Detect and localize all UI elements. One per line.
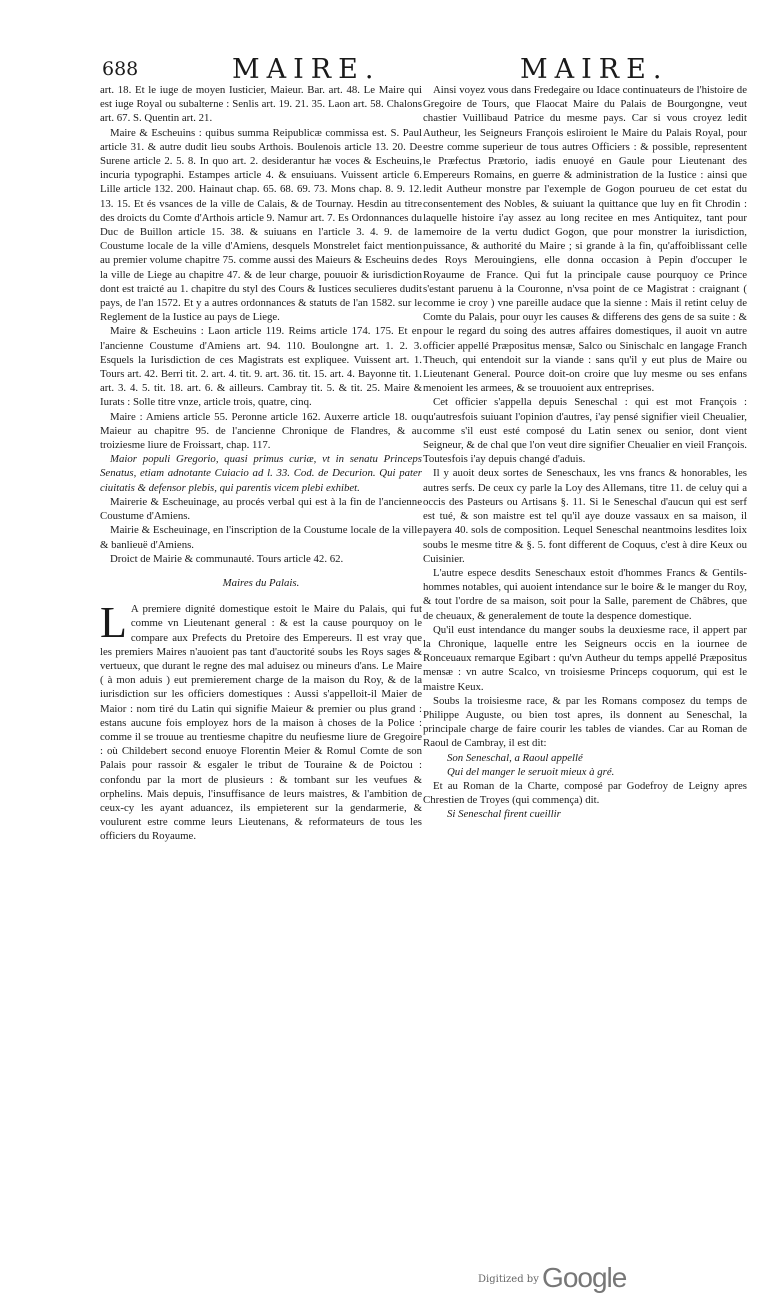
paragraph: Ainsi voyez vous dans Fredegaire ou Idace continuateurs de l'histoire de Gregoire de Tours, que Flaocat Maire du Palais de Bourgongne, veut chastier Vuillibaud Patrice du mesme pays. Car si vous croyez ledit Autheur, les Seigneurs François esliroient le Maire du Palais Royal, pour estre comme superieur de tous autres Officiers : & possible, representent le Præfectus Prætorio, iadis enuoyé en Gaule pour Lieutenant des Empereurs Romains, en guerre & administration de la Iustice : ainsi que ledit Autheur monstre par l'exemple de Gogon pourueu de cet estat du consentement des Nobles, & suiuant la quittance que luy en fit Chrodin : laquelle histoire i'ay assez au long recitee en mes Antiquitez, tant pour memoire de la vertu dudict Gogon, que pour monstrer la iurisdiction, puissance, & authorité du Maire ; si grande à la fin, qu'affoiblissant celle des Roys Merouingiens, elle donna occasion à Pepin d'occuper le Royaume de France. Qui fut la principale cause pourquoy ce Prince s'estant paruenu à la Couronne, n'vsa point de ce Magistrat : craignant ( comme ie croy ) vne pareille audace que la sienne : Mais il retint celuy de Comte du Palais, pour ouyr les causes & differens des gens de sa suite : & pour le regard du soing des autres affaires domestiques, il auoit vn autre officier appellé Præpositus mensæ, Salco ou Sinischalc en langage Franch Theuch, qui entendoit sur la viande : sans qu'il y eut plus de Maire ou Lieutenant General. Pource doit-on croire que luy mesme ou ses enfans menoient les armees, & se trouuoient aux entreprises. (423, 84, 747, 395)
right-column (423, 83, 747, 822)
running-title-right: MAIRE. (520, 54, 669, 85)
paragraph: Mairerie & Escheuinage, au procés verbal qui est à la fin de l'ancienne Coustume d'Amiens. (100, 495, 422, 523)
paragraph: Soubs la troisiesme race, & par les Romans composez du temps de Philippe Auguste, ou bien tost apres, ils donnent au Seneschal, la principale charge de faire courir les tables de viandes. Car au Roman de Raoul de Cambray, il est dit: (423, 694, 747, 750)
verse-line: Son Seneschal, a Raoul appellé (447, 751, 583, 764)
paragraph: Maire & Escheuins : quibus summa Reipublicæ commissa est. S. Paul article 31. & autre dudit lieu soubs Arthois. Boulenois article 13. 20. De Surene article 2. 5. 8. In quo art. 2. desiderantur hæ voces & Escheuins, incuria typographi. Estampes article 4. & ensuiuans. Vuissent article 6. Lille article 132. 200. Hainaut chap. 65. 68. 69. 73. Mons chap. 8. 9. 12. 13. 15. Et és vsances de la ville de Calais, & de Tournay. Hesdin au titre des droicts du Comte d'Arthois article 9. Namur art. 7. Es Ordonnances du Duc de Buillon article 15. 38. & suiuans en l'article 3. 4. 9. de la Coustume locale de la ville d'Amiens, desquels Monstrelet faict mention au premier volume chapitre 75. comme aussi des Maieurs & Escheuins de la ville de Liege au chapitre 47. & de leur charge, pouuoir & iurisdiction dont est traicté au 1. chapitre du styl des Cours & Iustices seculieres dudit pays, de l'an 1572. Et y a autres ordonnances & statuts de l'an 1582. sur le Reglement de la Iustice au pays de Liege. (100, 126, 422, 324)
paragraph: Qu'il eust intendance du manger soubs la deuxiesme race, il appert par la Chronique, laquelle entre les Seigneurs occis en la iournee de Ronceuaux remarque Egibart : qu'vn Autheur du temps appellé Præpositus mensæ : vn autre Scalco, vn troisiesme Princeps coquorum, qui est le maistre Keux. (423, 623, 747, 693)
running-title-left: MAIRE. (232, 54, 381, 85)
section-heading: Maires du Palais. (222, 576, 300, 589)
digitized-label: Digitized by (478, 1274, 539, 1285)
paragraph: Droict de Mairie & communauté. Tours article 42. 62. (110, 552, 344, 565)
page-number: 688 (102, 58, 139, 80)
paragraph: Maire : Amiens article 55. Peronne article 162. Auxerre article 18. ou Maieur au chapitre 95. de l'ancienne Chronique de Flandres, & au troiziesme liure de Froissart, chap. 117. (100, 410, 422, 452)
section-paragraph (100, 598, 422, 843)
verse-line: Qui del manger le seruoit mieux à gré. (447, 765, 615, 778)
paragraph: art. 18. Et le iuge de moyen Iusticier, Maieur. Bar. art. 48. Le Maire qui est iuge Royal ou subalterne : Senlis art. 19. 21. 35. Laon art. 58. Chalons art. 67. S. Quentin art. 21. (100, 84, 422, 125)
paragraph: L'autre espece desdits Seneschaux estoit d'hommes Francs & Gentils-hommes notables, qui auoient intendance sur le boire & le manger du Roy, & tout l'ordre de sa maison, soit pour la Salle, parement de Châbres, que de cheuaux, & generalement de toute la despence domestique. (423, 566, 747, 622)
paragraph: Il y auoit deux sortes de Seneschaux, les vns francs & honorables, les autres serfs. De ceux cy parle la Loy des Allemans, titre 11. de celuy qui a occis des Pasteurs ou Artisans §. 11. Si le Seneschal d'aucun qui est serf est tué, & son maistre est tel qu'il aye douze vassaux en sa maison, il payera 40. sols de composition. Lequel Seneschal neantmoins lesdites loix soubs le mesme titre & §. 5. font different de Coquus, c'est à dire Keux ou Cuisinier. (423, 467, 747, 565)
left-column (100, 83, 422, 844)
google-logo: Google (542, 1262, 627, 1293)
drop-cap: L (100, 598, 127, 648)
paragraph: Cet officier s'appella depuis Seneschal : qui est mot François : qu'autresfois suiuant l'opinion d'autres, i'ay pensé signifier vieil Cheualier, comme s'il eust esté composé du Latin senex ou senior, dont vient Seigneur, & de chal que l'on veut dire signifier Cheualier en vieil François. Toutesfois i'ay depuis changé d'aduis. (423, 396, 747, 466)
paragraph: Et au Roman de la Charte, composé par Godefroy de Leigny apres Chrestien de Troyes (qui commença) dit. (423, 779, 747, 807)
paragraph: Maior populi Gregorio, quasi primus curiæ, vt in senatu Princeps Senatus, etiam adnotante Cuiacio ad l. 33. Cod. de Decurion. Qui pater ciuitatis & defensor plebis, qui parentis vicem plebi exhibet. (100, 453, 422, 494)
section-text: A premiere dignité domestique estoit le Maire du Palais, qui fut comme vn Lieutenant general : & est la cause pourquoy on le compare aux Prefects du Pretoire des Empereurs. Il est vray que les premiers Maires n'auoient pas tant d'auctorité soubs les Roys sages & vertueux, que durant le regne des mal aduisez ou mineurs d'ans. Le Maire ( à mon aduis ) eut premierement charge de la maison du Roy, & de la iurisdiction sur les officiers domestiques : Aussi s'appelloit-il Maier de Maior : nom tiré du Latin qui signifie Maieur & premier ou plus grand : estans aucune fois employez hors de la maison à choses de la Police : comme il se trouue au trentiesme chapitre du neufiesme liure de Gregoire : où Childebert second enuoye Florentin Meier & Romul Comte de son Palais pour rassoir & esgaler le tribut de Touraine & de Poictou : confondu par la mort de plusieurs : & tombant sur les veufues & orphelins. Mais depuis, l'insuffisance de leurs maistres, & l'ambition de ceux-cy les ayant aduancez, ils empieterent sur la gendarmerie, & voulurent estre comme leurs Lieutenans, & reformateurs de tous les officiers du Royaume. (100, 603, 422, 843)
paragraph: Mairie & Escheuinage, en l'inscription de la Coustume locale de la ville & banlieuë d'Amiens. (100, 524, 422, 551)
paragraph: Maire & Escheuins : Laon article 119. Reims article 174. 175. Et en l'ancienne Coustume d'Amiens art. 94. 110. Boulongne art. 1. 2. 3. Esquels la Iurisdiction de ces Magistrats est expliquee. Vuissent art. 1. Tours art. 42. Berri tit. 2. art. 4. tit. 9. art. 36. tit. 15. art. 4. Bayonne tit. 1. art. 3. 4. 5. tit. 18. art. 6. & ailleurs. Cambray tit. 5. & tit. 25. Maire & Iurats : Solle titre vnze, article trois, quatre, cinq. (100, 325, 422, 409)
google-watermark (478, 1262, 626, 1294)
verse-line: Si Seneschal firent cueillir (447, 808, 561, 821)
